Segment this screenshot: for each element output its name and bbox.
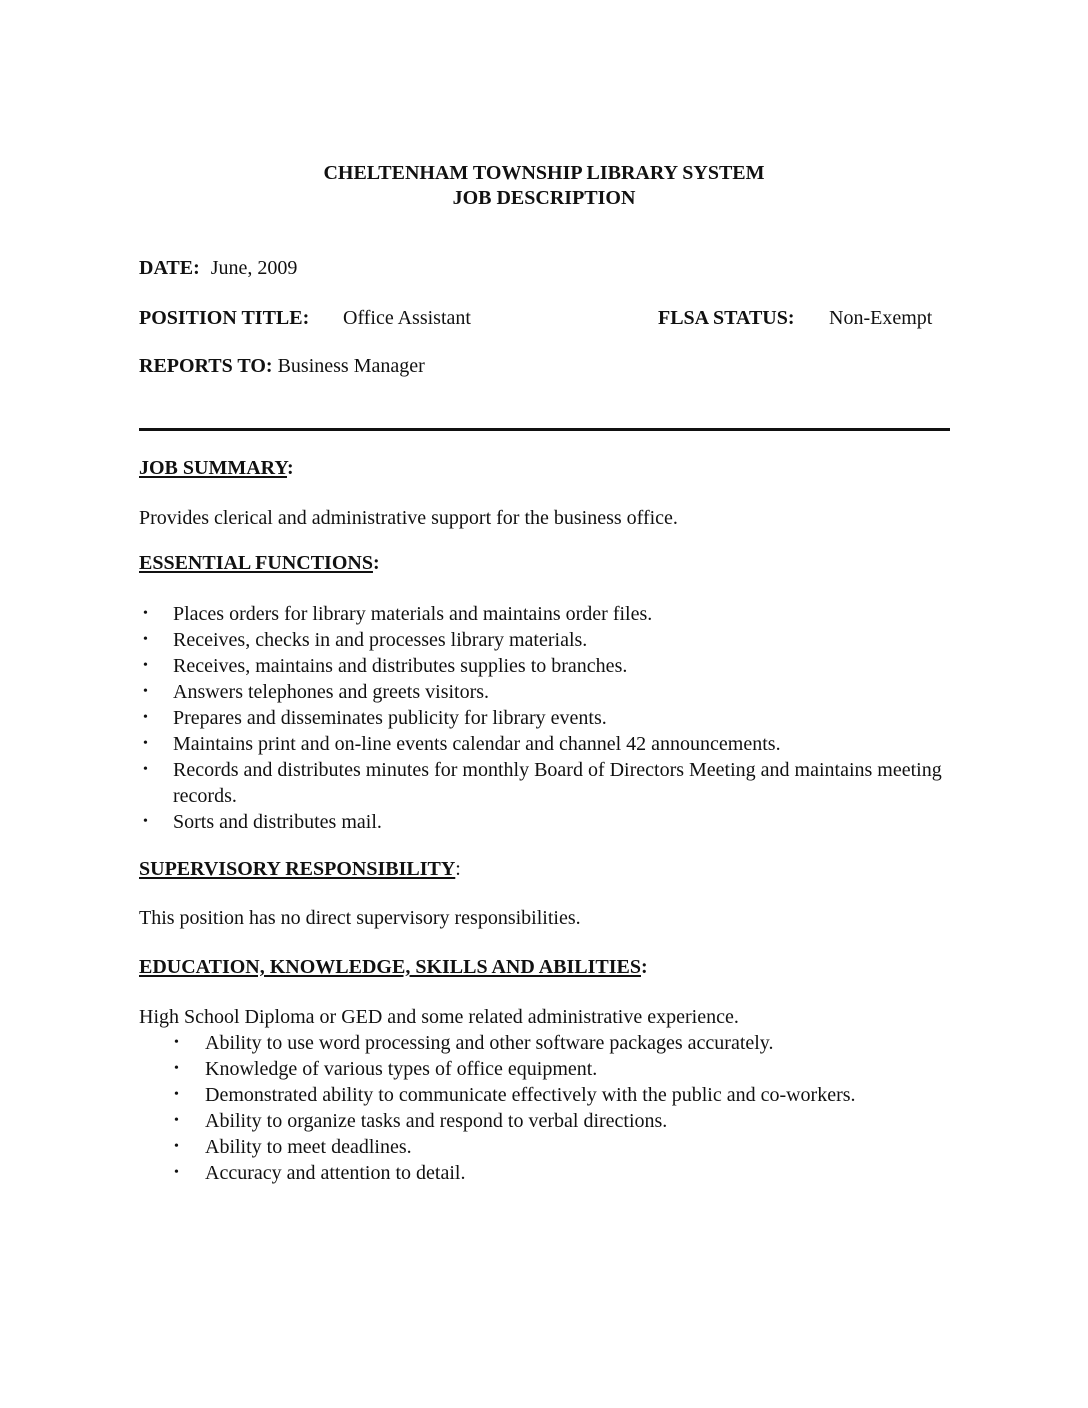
section-divider <box>139 428 950 431</box>
education-list <box>174 1030 934 1186</box>
list-item: • Sorts and distributes mail. <box>143 811 382 833</box>
list-item: • Ability to meet deadlines. <box>174 1136 412 1158</box>
list-item: • Accuracy and attention to detail. <box>174 1162 466 1184</box>
list-item: • Maintains print and on-line events calendar and channel 42 announcements. <box>143 733 781 755</box>
list-item: • Knowledge of various types of office equipment. <box>174 1058 598 1080</box>
list-item: • Records and distributes minutes for monthly Board of Directors Meeting and maintains meeting records. <box>143 759 942 807</box>
flsa-status-label: FLSA STATUS: <box>658 307 795 329</box>
reports-to-row <box>139 355 425 378</box>
list-item: • Prepares and disseminates publicity for library events. <box>143 707 607 729</box>
reports-to-label: REPORTS TO: <box>139 355 273 377</box>
doc-type-title: JOB DESCRIPTION <box>452 187 636 209</box>
list-item: • Demonstrated ability to communicate effectively with the public and co-workers. <box>174 1084 856 1106</box>
essential-functions-heading: ESSENTIAL FUNCTIONS: <box>139 552 380 574</box>
flsa-status-value: Non-Exempt <box>829 307 933 329</box>
supervisory-heading: SUPERVISORY RESPONSIBILITY: <box>139 858 461 880</box>
education-intro: High School Diploma or GED and some related administrative experience. <box>139 1006 739 1028</box>
job-summary-heading: JOB SUMMARY: <box>139 457 294 479</box>
list-item: • Answers telephones and greets visitors. <box>143 681 490 703</box>
list-item: • Ability to organize tasks and respond to verbal directions. <box>174 1110 668 1132</box>
essential-functions-list <box>143 601 943 835</box>
list-item: • Ability to use word processing and other software packages accurately. <box>174 1032 774 1054</box>
list-item: • Receives, checks in and processes library materials. <box>143 629 588 651</box>
position-title-label: POSITION TITLE: <box>139 307 310 329</box>
date-value: June, 2009 <box>210 257 298 279</box>
date-label: DATE: <box>139 257 200 279</box>
org-title: CHELTENHAM TOWNSHIP LIBRARY SYSTEM <box>323 162 765 184</box>
date-row <box>139 257 297 280</box>
list-item: • Places orders for library materials and maintains order files. <box>143 603 653 625</box>
job-summary-text: Provides clerical and administrative support for the business office. <box>139 507 678 529</box>
position-title-value: Office Assistant <box>343 307 471 329</box>
education-heading: EDUCATION, KNOWLEDGE, SKILLS AND ABILITIES: <box>139 956 648 978</box>
position-title-row <box>139 307 309 330</box>
list-item: • Receives, maintains and distributes supplies to branches. <box>143 655 628 677</box>
reports-to-value: Business Manager <box>277 355 425 377</box>
supervisory-text: This position has no direct supervisory responsibilities. <box>139 907 581 929</box>
